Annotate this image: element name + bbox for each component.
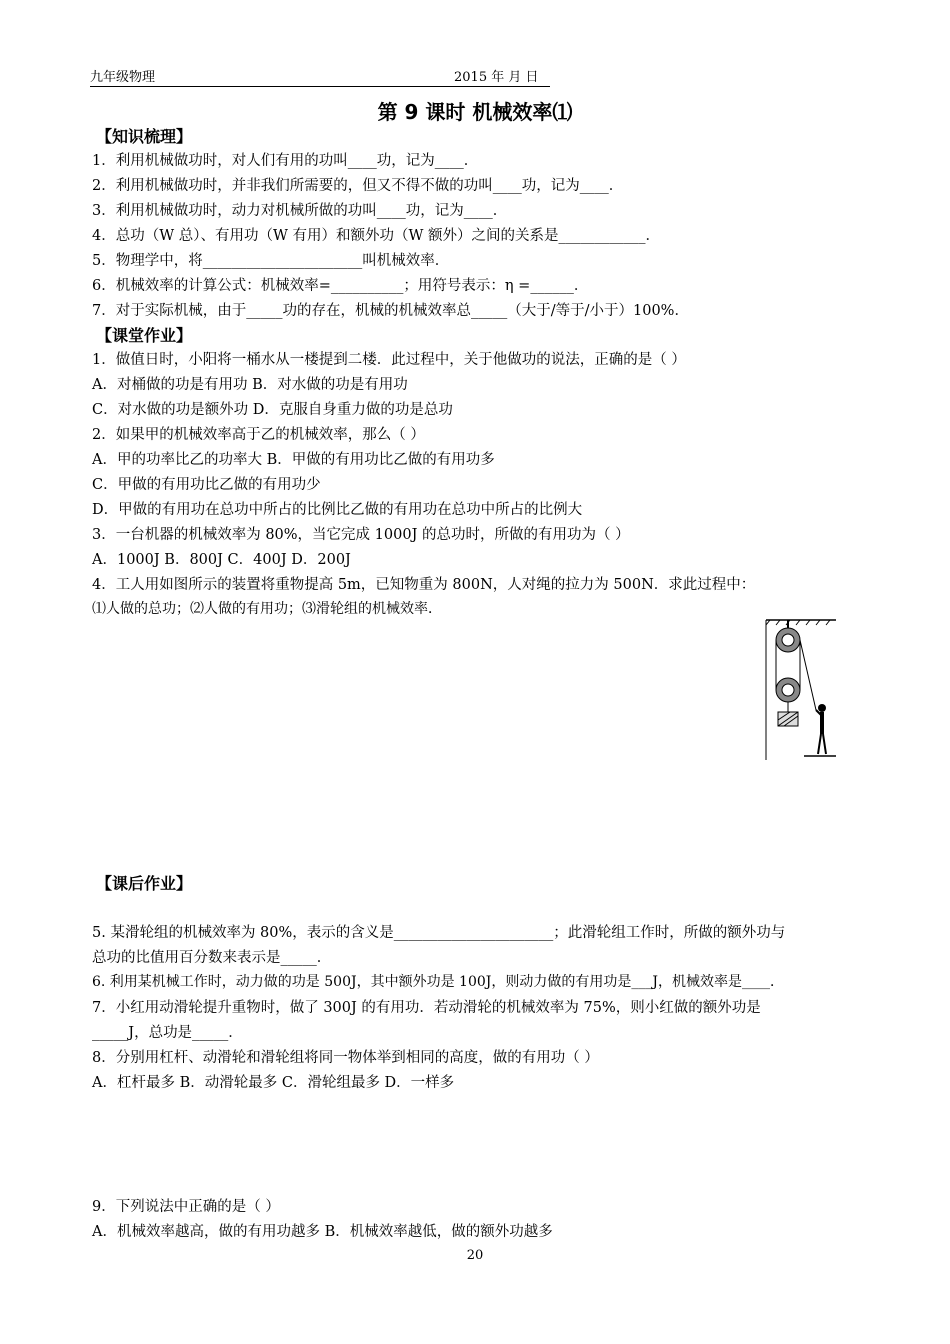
question-7: 7．小红用动滑轮提升重物时，做了 300J 的有用功．若动滑轮的机械效率为 75%，则小红做的额外功是 — [92, 1000, 761, 1016]
question-2: 2．如果甲的机械效率高于乙的机械效率，那么（ ） — [92, 427, 425, 443]
knowledge-line-3: 3．利用机械做功时，动力对机械所做的功叫____功，记为____． — [92, 203, 508, 219]
section-knowledge: 【知识梳理】 — [96, 127, 193, 146]
question-2-option-d: D．甲做的有用功在总功中所占的比例比乙做的有用功在总功中所占的比例大 — [92, 502, 583, 518]
question-5-continued: 总功的比值用百分数来表示是_____． — [92, 950, 332, 966]
page-title: 第 9 课时 机械效率⑴ — [377, 100, 573, 124]
knowledge-line-6: 6．机械效率的计算公式：机械效率=__________；用符号表示：η =______． — [92, 278, 589, 294]
question-3: 3．一台机器的机械效率为 80%，当它完成 1000J 的总功时，所做的有用功为（ ） — [92, 527, 630, 543]
knowledge-line-2: 2．利用机械做功时，并非我们所需要的，但又不得不做的功叫____功，记为____． — [92, 178, 624, 194]
question-9: 9．下列说法中正确的是（ ） — [92, 1199, 280, 1215]
question-8: 8．分别用杠杆、动滑轮和滑轮组将同一物体举到相同的高度，做的有用功（ ） — [92, 1050, 599, 1066]
knowledge-line-7: 7．对于实际机械，由于_____功的存在，机械的机械效率总_____（大于/等于/小于）100%． — [92, 303, 689, 319]
header-date: 2015 年 月 日 — [454, 70, 539, 85]
section-homework: 【课后作业】 — [96, 874, 193, 893]
question-5: 5. 某滑轮组的机械效率为 80%，表示的含义是______________________；此滑轮组工作时，所做的额外功与 — [92, 925, 786, 941]
knowledge-line-5: 5．物理学中，将______________________叫机械效率． — [92, 253, 450, 269]
question-4: 4．工人用如图所示的装置将重物提高 5m，已知物重为 800N，人对绳的拉力为 500N．求此过程中： — [92, 577, 756, 593]
page-header — [90, 66, 550, 87]
question-8-options: A．杠杆最多 B．动滑轮最多 C．滑轮组最多 D．一样多 — [92, 1075, 455, 1091]
question-2-option-c: C．甲做的有用功比乙做的有用功少 — [92, 477, 321, 493]
question-1-options-cd: C．对水做的功是额外功 D．克服自身重力做的功是总功 — [92, 402, 453, 418]
question-3-options: A．1000J B．800J C．400J D．200J — [92, 552, 351, 568]
question-7-continued: _____J，总功是_____． — [92, 1025, 243, 1041]
knowledge-line-4: 4．总功（W 总）、有用功（W 有用）和额外功（W 额外）之间的关系是____________． — [92, 228, 661, 244]
question-6: 6. 利用某机械工作时，动力做的功是 500J，其中额外功是 100J，则动力做的有用功是___J，机械效率是____． — [92, 974, 784, 990]
knowledge-line-1: 1．利用机械做功时，对人们有用的功叫____功，记为____． — [92, 153, 479, 169]
pulley-system-figure — [764, 618, 838, 760]
section-classwork: 【课堂作业】 — [96, 326, 193, 345]
question-4-subparts: ⑴人做的总功；⑵人做的有用功；⑶滑轮组的机械效率． — [92, 601, 442, 617]
question-1-options-ab: A．对桶做的功是有用功 B．对水做的功是有用功 — [92, 377, 408, 393]
header-subject: 九年级物理 — [90, 70, 156, 85]
question-9-options-ab: A．机械效率越高，做的有用功越多 B．机械效率越低，做的额外功越多 — [92, 1224, 553, 1240]
question-2-options-ab: A．甲的功率比乙的功率大 B．甲做的有用功比乙做的有用功多 — [92, 452, 495, 468]
question-1: 1．做值日时，小阳将一桶水从一楼提到二楼．此过程中，关于他做功的说法，正确的是（ ） — [92, 352, 686, 368]
page-number: 20 — [466, 1248, 484, 1263]
